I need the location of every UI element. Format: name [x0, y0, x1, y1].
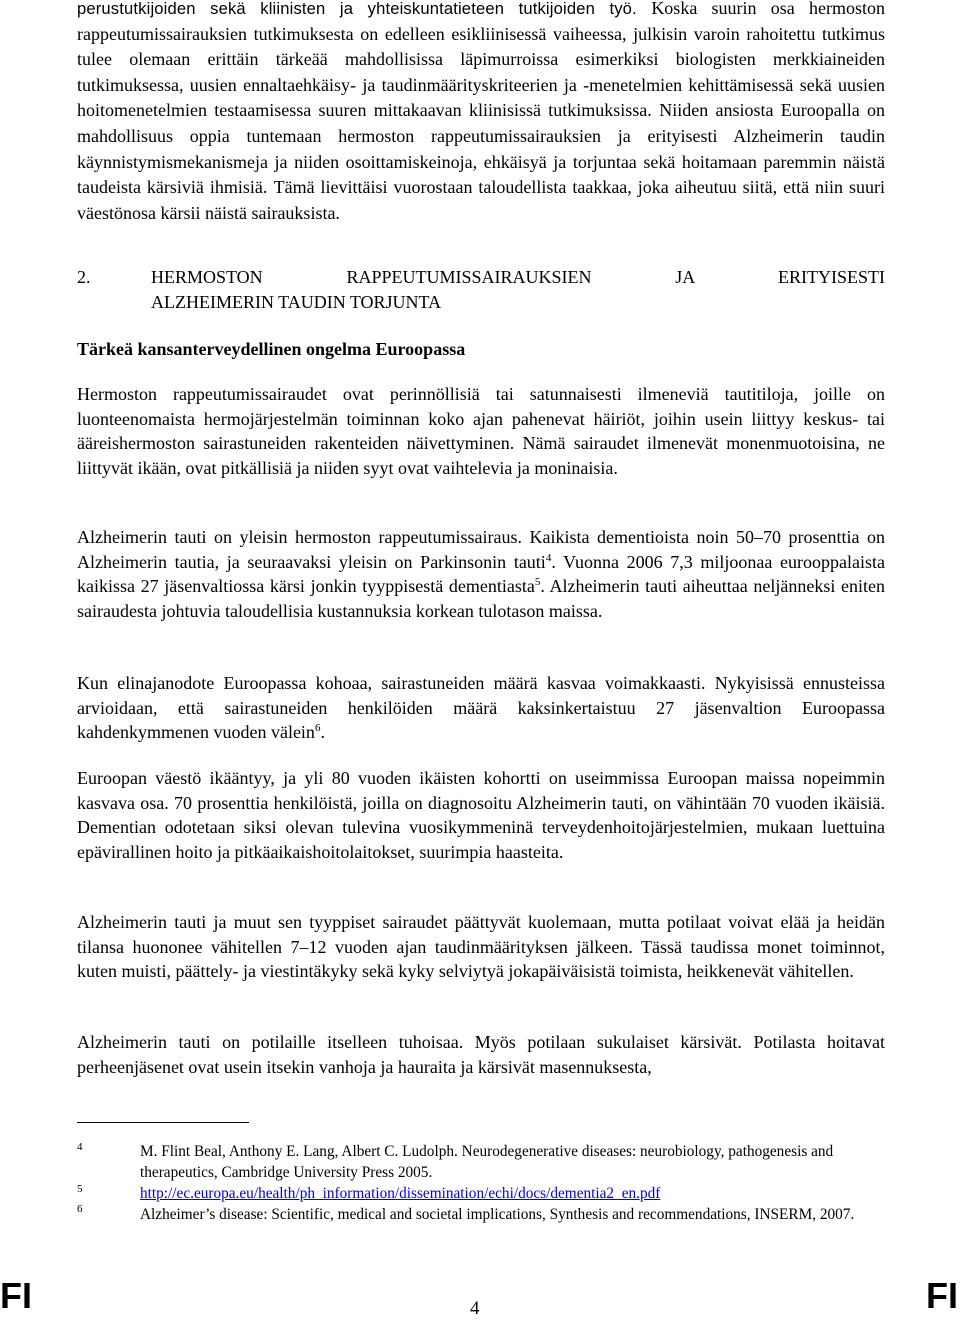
- paragraph-4: Euroopan väestö ikääntyy, ja yli 80 vuoden ikäisten kohortti on useimmissa Euroopan maissa nopeimmin kasvava osa. 70 prosenttia henkilöistä, joilla on diagnosoitu Alzheimerin tauti, on vähintään 70 vuoden ikäisiä. Dementian odotetaan siksi olevan tulevina vuosikymmeninä terveydenhoitojärjestelmien, mukaan luettuina epävirallinen hoito ja pitkäaikaishoitolaitokset, suurimpia haasteita.: [77, 768, 885, 862]
- paragraph-2-part-c: . Alzheimerin tauti aiheuttaa neljänneksi eniten sairaudesta johtuvia taloudellisia kustannuksia korkean tulotason maissa.: [77, 576, 885, 621]
- paragraph-5: Alzheimerin tauti ja muut sen tyyppiset sairaudet päättyvät kuolemaan, mutta potilaat voivat elää ja heidän tilansa huononee vähitellen 7–12 vuoden ajan taudinmäärityksen jälkeen. Tässä taudissa monet toiminnot, kuten muisti, päättely- ja viestintäkyky sekä kyky selviytyä jokapäiväisistä toimista, heikkenevät vähitellen.: [77, 912, 885, 982]
- footnote-4-text: M. Flint Beal, Anthony E. Lang, Albert C. Ludolph. Neurodegenerative diseases: neurobiology, pathogenesis and therapeutics, Cambridge University Press 2005.: [140, 1143, 834, 1181]
- section-number: 2.: [77, 267, 91, 287]
- footnote-ref-5[interactable]: 5: [534, 576, 541, 589]
- continuation-paragraph: [77, 0, 885, 226]
- paragraph-3-part-b: .: [320, 722, 325, 743]
- footer-language-left: FI: [0, 1275, 32, 1316]
- footnote-6-text: Alzheimer’s disease: Scientific, medical and societal implications, Synthesis and recommendations, INSERM, 2007.: [140, 1206, 855, 1223]
- footnote-number-4: 4: [77, 1141, 83, 1153]
- paragraph-3-part-a: Kun elinajanodote Euroopassa kohoaa, sairastuneiden määrä kasvaa voimakkaasti. Nykyisissä ennusteissa arvioidaan, että sairastuneiden henkilöiden määrä kaksinkertaistuu 27 jäsenvaltion Euroopassa kahdenkymmenen vuoden välein: [77, 673, 885, 743]
- section-title-line-2: ALZHEIMERIN TAUDIN TORJUNTA: [151, 291, 442, 312]
- footnote-separator: [77, 1122, 249, 1123]
- paragraph-2-part-a: Alzheimerin tauti on yleisin hermoston rappeutumissairaus. Kaikista dementioista noin 50–70 prosenttia on Alzheimerin tautia, ja seuraavaksi yleisin on Parkinsonin tauti: [77, 527, 885, 572]
- subheading: Tärkeä kansanterveydellinen ongelma Euroopassa: [77, 339, 466, 359]
- paragraph-1: Hermoston rappeutumissairaudet ovat perinnöllisiä tai satunnaisesti ilmeneviä tautitiloja, joille on luonteenomaista hermojärjestelmän toiminnan koko ajan pahenevat häiriöt, joihin usein liittyy keskus- tai ääreishermoston sairastuneiden rakenteiden näivettyminen. Nämä sairaudet ilmenevät monenmuotoisina, ne liittyvät ikään, ovat pitkällisiä ja niiden syyt ovat vaihtelevia ja moninaisia.: [77, 384, 885, 478]
- continuation-line-1: perustutkijoiden sekä kliinisten ja yhteiskuntatieteen tutkijoiden työ.: [77, 0, 637, 18]
- paragraph-2-part-b: . Vuonna 2006 7,3 miljoonaa eurooppalaista kaikissa 27 jäsenvaltiossa kärsi jonkin tyyppisestä dementiasta: [77, 551, 885, 597]
- footnote-ref-6[interactable]: 6: [314, 722, 321, 735]
- continuation-sentence-3: Niiden ansiosta Euroopalla on mahdollisuus oppia tuntemaan hermoston rappeutumissairauksien ja erityisesti Alzheimerin taudin käynnistymismekanismeja ja niiden osoittamiskeinoja, ehkäisyä ja torjuntaa sekä hoitamaan paremmin näistä taudeista kärsiviä ihmisiä.: [77, 100, 886, 198]
- section-title-line-1: HERMOSTON RAPPEUTUMISSAIRAUKSIEN JA ERITYISESTI: [151, 267, 885, 287]
- continuation-sentence-2: Koska suurin osa hermoston rappeutumissairauksien tutkimuksesta on edelleen esikliinisessä vaiheessa, julkisin varoin rahoitettu tutkimus tulee olemaan erittäin tärkeää mahdollisissa läpimurroissa esimerkiksi biologisten merkkiaineiden tutkimuksessa, uusien ennaltaehkäisy- ja taudinmäärityskriteerien ja -menetelmien kehittämisessä sekä uusien hoitomenetelmien testaamisessa suuren mittakaavan kliinisissä tutkimuksissa.: [77, 0, 886, 121]
- footnote-5-link[interactable]: http://ec.europa.eu/health/ph_information/dissemination/echi/docs/dementia2_en.pdf: [140, 1185, 661, 1202]
- paragraph-3: [77, 671, 885, 745]
- paragraph-2: [77, 525, 885, 623]
- footnote-5: [140, 1184, 885, 1205]
- footnote-ref-4[interactable]: 4: [545, 551, 552, 564]
- page-number: 4: [470, 1298, 480, 1319]
- footnote-number-5: 5: [77, 1183, 83, 1195]
- continuation-sentence-4: Tämä lievittäisi vuorostaan taloudellista taakkaa, joka aiheutuu siitä, että niin suuri väestönosa kärsii näistä sairauksista.: [77, 177, 885, 223]
- footnote-number-6: 6: [77, 1203, 83, 1215]
- paragraph-6: Alzheimerin tauti on potilaille itselleen tuhoisaa. Myös potilaan sukulaiset kärsivät. Potilasta hoitavat perheenjäsenet ovat usein itsekin vanhoja ja hauraita ja kärsivät masennuksesta,: [77, 1032, 885, 1077]
- footer-language-right: FI: [926, 1275, 958, 1316]
